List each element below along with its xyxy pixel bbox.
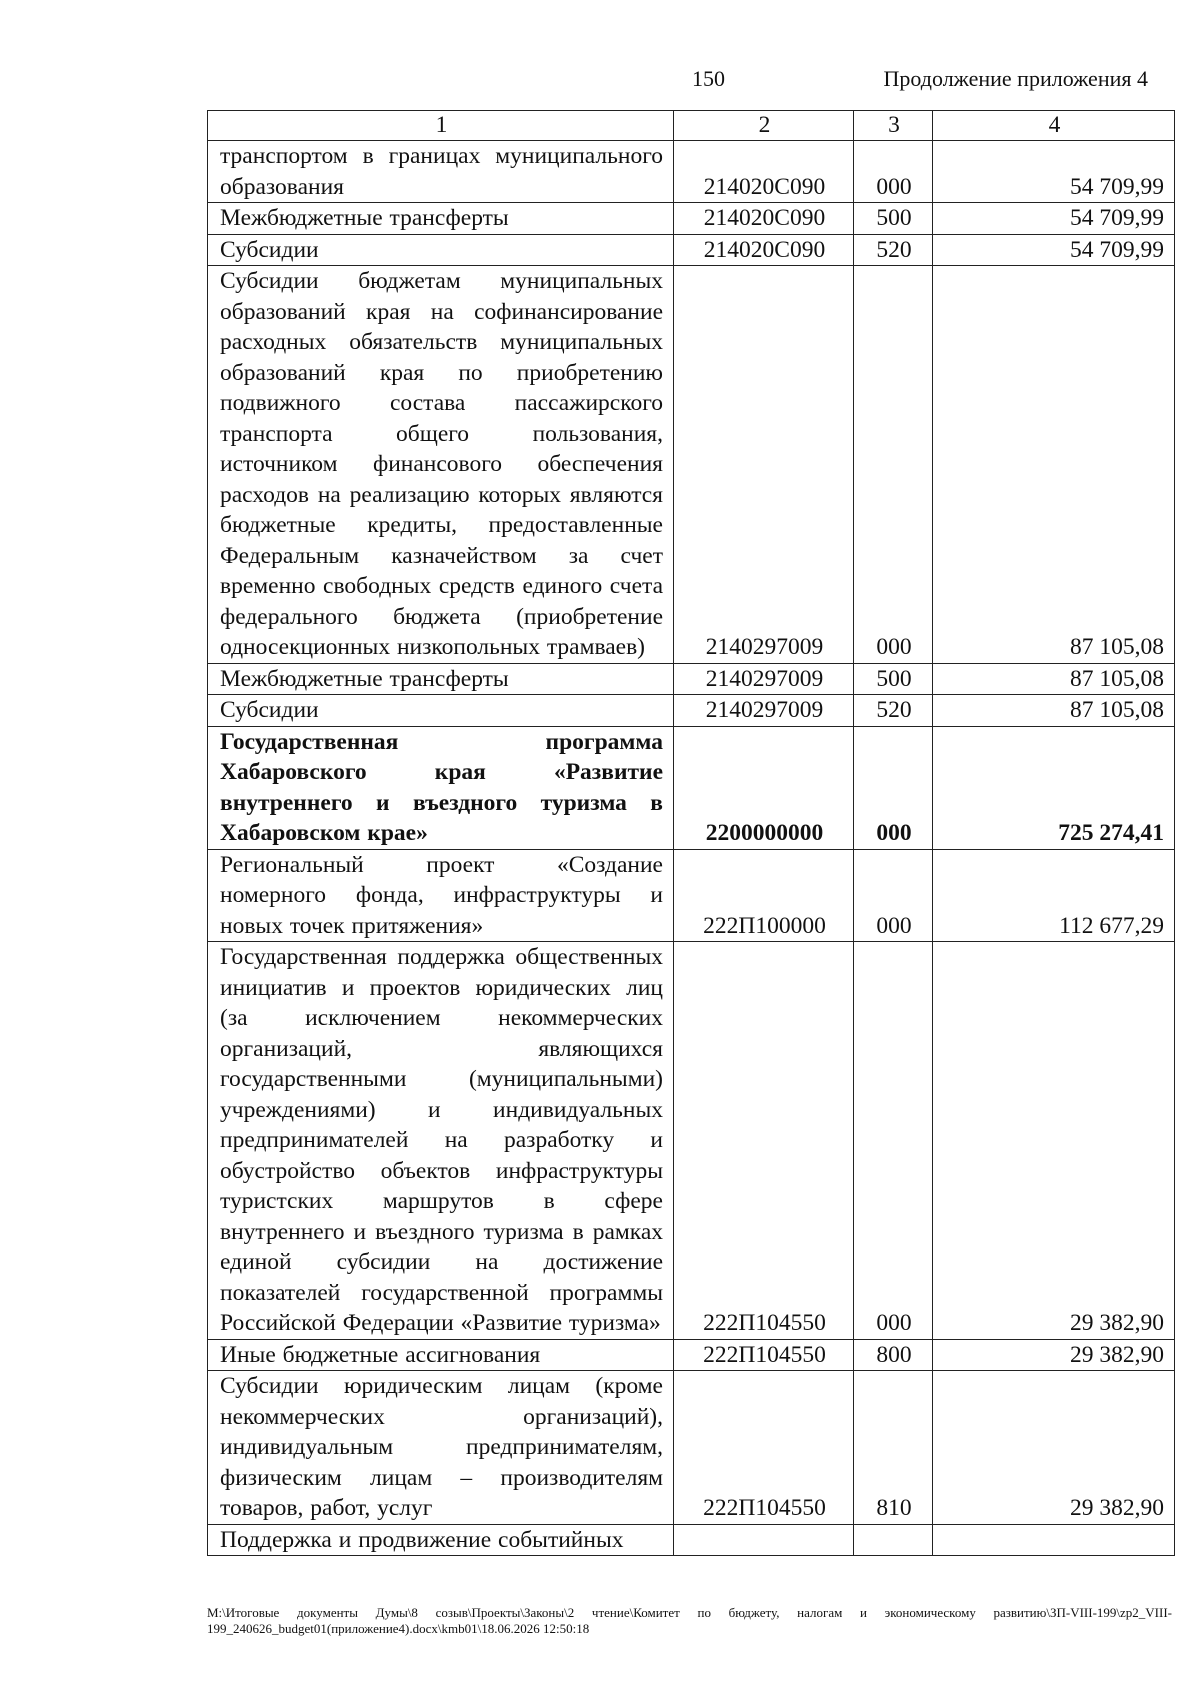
- row-type-cell: 000: [854, 942, 933, 1340]
- row-code-cell: 214020С090: [674, 203, 854, 235]
- row-sum-cell: 725 274,41: [933, 726, 1175, 849]
- row-code-cell: 214020С090: [674, 234, 854, 266]
- row-type-cell: 520: [854, 695, 933, 727]
- page-number: 150: [692, 66, 725, 91]
- row-type-cell: 500: [854, 663, 933, 695]
- table-row: [208, 141, 1175, 203]
- row-type-cell: 500: [854, 203, 933, 235]
- row-name-cell: Межбюджетные трансферты: [208, 663, 674, 695]
- row-sum-cell: 87 105,08: [933, 266, 1175, 664]
- row-sum-cell: 54 709,99: [933, 203, 1175, 235]
- row-type-cell: 000: [854, 849, 933, 942]
- column-header: 3: [854, 111, 933, 141]
- row-name-cell: Субсидии: [208, 695, 674, 727]
- table-row: [208, 1371, 1175, 1525]
- row-sum-cell: 87 105,08: [933, 695, 1175, 727]
- row-code-cell: 214020С090: [674, 141, 854, 203]
- row-name-cell: Субсидии: [208, 234, 674, 266]
- row-name-cell: Субсидии бюджетам муниципальных образований края на софинансирование расходных обязательств муниципальных образований края по приобретению подвижного состава пассажирского транспорта общего пользования, источником финансового обеспечения расходов на реализацию которых являются бюджетные кредиты, предоставленные Федеральным казначейством за счет временно свободных средств единого счета федерального бюджета (приобретение односекционных низкопольных трамваев): [208, 266, 674, 664]
- file-path-footer: М:\Итоговые документы Думы\8 созыв\Проекты\Законы\2 чтение\Комитет по бюджету, налогам и экономическому развитию\ЗП-VIII-199\zp2_VIII-199_240626_budget01(приложение4).docx\kmb01\18.06.2026 12:50:18: [207, 1605, 1172, 1636]
- column-header: 2: [674, 111, 854, 141]
- row-name-cell: Поддержка и продвижение событийных: [208, 1524, 674, 1556]
- row-name-cell: Региональный проект «Создание номерного фонда, инфраструктуры и новых точек притяжения»: [208, 849, 674, 942]
- row-sum-cell: 29 382,90: [933, 942, 1175, 1340]
- row-sum-cell: 54 709,99: [933, 234, 1175, 266]
- budget-table: [207, 110, 1175, 1556]
- continuation-label: Продолжение приложения 4: [883, 66, 1148, 91]
- row-sum-cell: [933, 1524, 1175, 1556]
- row-type-cell: 000: [854, 726, 933, 849]
- table-body: [208, 141, 1175, 1556]
- column-header: 4: [933, 111, 1175, 141]
- row-type-cell: 810: [854, 1371, 933, 1525]
- table-row: [208, 942, 1175, 1340]
- row-type-cell: 800: [854, 1339, 933, 1371]
- row-sum-cell: 54 709,99: [933, 141, 1175, 203]
- row-code-cell: 2140297009: [674, 266, 854, 664]
- row-sum-cell: 29 382,90: [933, 1339, 1175, 1371]
- table-row: [208, 726, 1175, 849]
- table-row: [208, 849, 1175, 942]
- row-code-cell: [674, 1524, 854, 1556]
- row-code-cell: 2140297009: [674, 663, 854, 695]
- row-code-cell: 222П104550: [674, 1371, 854, 1525]
- row-name-cell: Иные бюджетные ассигнования: [208, 1339, 674, 1371]
- row-code-cell: 2140297009: [674, 695, 854, 727]
- row-name-cell: Государственная программа Хабаровского края «Развитие внутреннего и въездного туризма в Хабаровском крае»: [208, 726, 674, 849]
- table-row: [208, 203, 1175, 235]
- row-code-cell: 222П104550: [674, 1339, 854, 1371]
- table-header-row: [208, 111, 1175, 141]
- row-name-cell: Межбюджетные трансферты: [208, 203, 674, 235]
- row-name-cell: транспортом в границах муниципального образования: [208, 141, 674, 203]
- row-type-cell: 000: [854, 141, 933, 203]
- row-type-cell: 000: [854, 266, 933, 664]
- row-name-cell: Субсидии юридическим лицам (кроме некоммерческих организаций), индивидуальным предпринимателям, физическим лицам – производителям товаров, работ, услуг: [208, 1371, 674, 1525]
- table-row: [208, 695, 1175, 727]
- row-code-cell: 2200000000: [674, 726, 854, 849]
- row-code-cell: 222П104550: [674, 942, 854, 1340]
- row-sum-cell: 87 105,08: [933, 663, 1175, 695]
- row-type-cell: 520: [854, 234, 933, 266]
- table-row: [208, 1339, 1175, 1371]
- column-header: 1: [208, 111, 674, 141]
- row-name-cell: Государственная поддержка общественных инициатив и проектов юридических лиц (за исключением некоммерческих организаций, являющихся государственными (муниципальными) учреждениями) и индивидуальных предпринимателей на разработку и обустройство объектов инфраструктуры туристских маршрутов в сфере внутреннего и въездного туризма в рамках единой субсидии на достижение показателей государственной программы Российской Федерации «Развитие туризма»: [208, 942, 674, 1340]
- row-code-cell: 222П100000: [674, 849, 854, 942]
- table-row: [208, 1524, 1175, 1556]
- table-row: [208, 234, 1175, 266]
- row-sum-cell: 112 677,29: [933, 849, 1175, 942]
- row-sum-cell: 29 382,90: [933, 1371, 1175, 1525]
- table-row: [208, 266, 1175, 664]
- table-row: [208, 663, 1175, 695]
- row-type-cell: [854, 1524, 933, 1556]
